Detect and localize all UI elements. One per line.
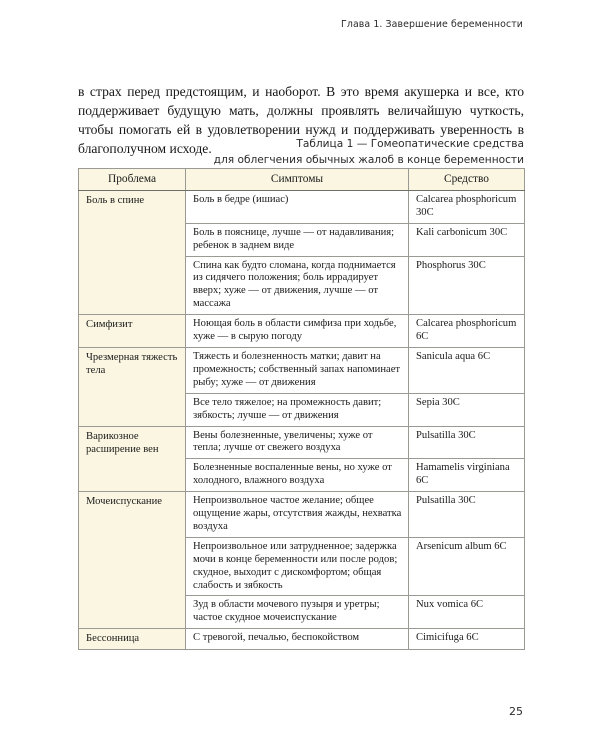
cell-problem: Симфизит xyxy=(79,315,186,348)
cell-problem: Бессонница xyxy=(79,629,186,649)
cell-symptoms: Болезненные воспаленные вены, но хуже от холодного, влажного воздуха xyxy=(186,459,409,492)
cell-remedy: Kali carbonicum 30C xyxy=(409,223,525,256)
cell-symptoms: Боль в бедре (ишиас) xyxy=(186,190,409,223)
cell-remedy: Phosphorus 30C xyxy=(409,256,525,315)
cell-remedy: Arsenicum album 6C xyxy=(409,537,525,596)
cell-problem: Варикозное расширение вен xyxy=(79,426,186,492)
cell-symptoms: Боль в пояснице, лучше — от надавливания; ребенок в заднем виде xyxy=(186,223,409,256)
cell-symptoms: Непроизвольное или затрудненное; задержка мочи в конце беременности или после родов; скудное, выходит с дискомфортом; общая слабость и зябкость xyxy=(186,537,409,596)
cell-symptoms: Все тело тяжелое; на промежность давит; зябкость; лучше — от движения xyxy=(186,393,409,426)
table-caption-line-2: для облегчения обычных жалоб в конце беременности xyxy=(213,154,524,167)
cell-remedy: Calcarea phosphoricum 6C xyxy=(409,315,525,348)
remedies-table xyxy=(78,168,525,650)
cell-symptoms: Непроизвольное частое желание; общее ощущение жары, отсутствия жажды, нехватка воздуха xyxy=(186,492,409,538)
column-header-remedy: Средство xyxy=(409,169,525,191)
cell-remedy: Calcarea phosphoricum 30C xyxy=(409,190,525,223)
table-head xyxy=(79,169,525,191)
cell-remedy: Nux vomica 6C xyxy=(409,596,525,629)
page-number: 25 xyxy=(509,705,523,718)
cell-symptoms: Вены болезненные, увеличены; хуже от тепла; лучше от свежего воздуха xyxy=(186,426,409,459)
cell-remedy: Pulsatilla 30C xyxy=(409,426,525,459)
cell-problem: Мочеиспускание xyxy=(79,492,186,629)
table-row xyxy=(79,190,525,223)
table-header-row xyxy=(79,169,525,191)
table-row xyxy=(79,492,525,538)
cell-remedy: Sanicula aqua 6C xyxy=(409,347,525,393)
table-body xyxy=(79,190,525,649)
cell-remedy: Sepia 30C xyxy=(409,393,525,426)
cell-remedy: Hamamelis virginiana 6C xyxy=(409,459,525,492)
column-header-problem: Проблема xyxy=(79,169,186,191)
column-header-symptoms: Симптомы xyxy=(186,169,409,191)
cell-symptoms: Тяжесть и болезненность матки; давит на промежность; собственный запах напоминает рыбу; хуже — от движения xyxy=(186,347,409,393)
running-head: Глава 1. Завершение беременности xyxy=(341,19,523,30)
table-caption-line-1: Таблица 1 — Гомеопатические средства xyxy=(296,138,524,150)
cell-symptoms: Ноющая боль в области симфиза при ходьбе, хуже — в сырую погоду xyxy=(186,315,409,348)
remedies-table-wrapper xyxy=(78,168,524,650)
table-row xyxy=(79,315,525,348)
cell-problem: Чрезмерная тяжесть тела xyxy=(79,347,186,426)
table-caption xyxy=(78,136,524,169)
table-row xyxy=(79,629,525,649)
body-paragraph: в страх перед предстоящим, и наоборот. В это время акушерка и все, кто поддерживает будущую мать, должны проявлять величайшую чуткость, чтобы помогать ей в удовлетворении нужд и поддерживать уверенность в благополучном исходе. xyxy=(78,83,524,156)
table-row xyxy=(79,426,525,459)
cell-symptoms: Спина как будто сломана, когда поднимается из сидячего положения; боль иррадирует вверх; хуже — от движения, лучше — от массажа xyxy=(186,256,409,315)
cell-remedy: Cimicifuga 6C xyxy=(409,629,525,649)
cell-symptoms: С тревогой, печалью, беспокойством xyxy=(186,629,409,649)
table-row xyxy=(79,347,525,393)
cell-remedy: Pulsatilla 30C xyxy=(409,492,525,538)
cell-symptoms: Зуд в области мочевого пузыря и уретры; частое скудное мочеиспускание xyxy=(186,596,409,629)
cell-problem: Боль в спине xyxy=(79,190,186,314)
